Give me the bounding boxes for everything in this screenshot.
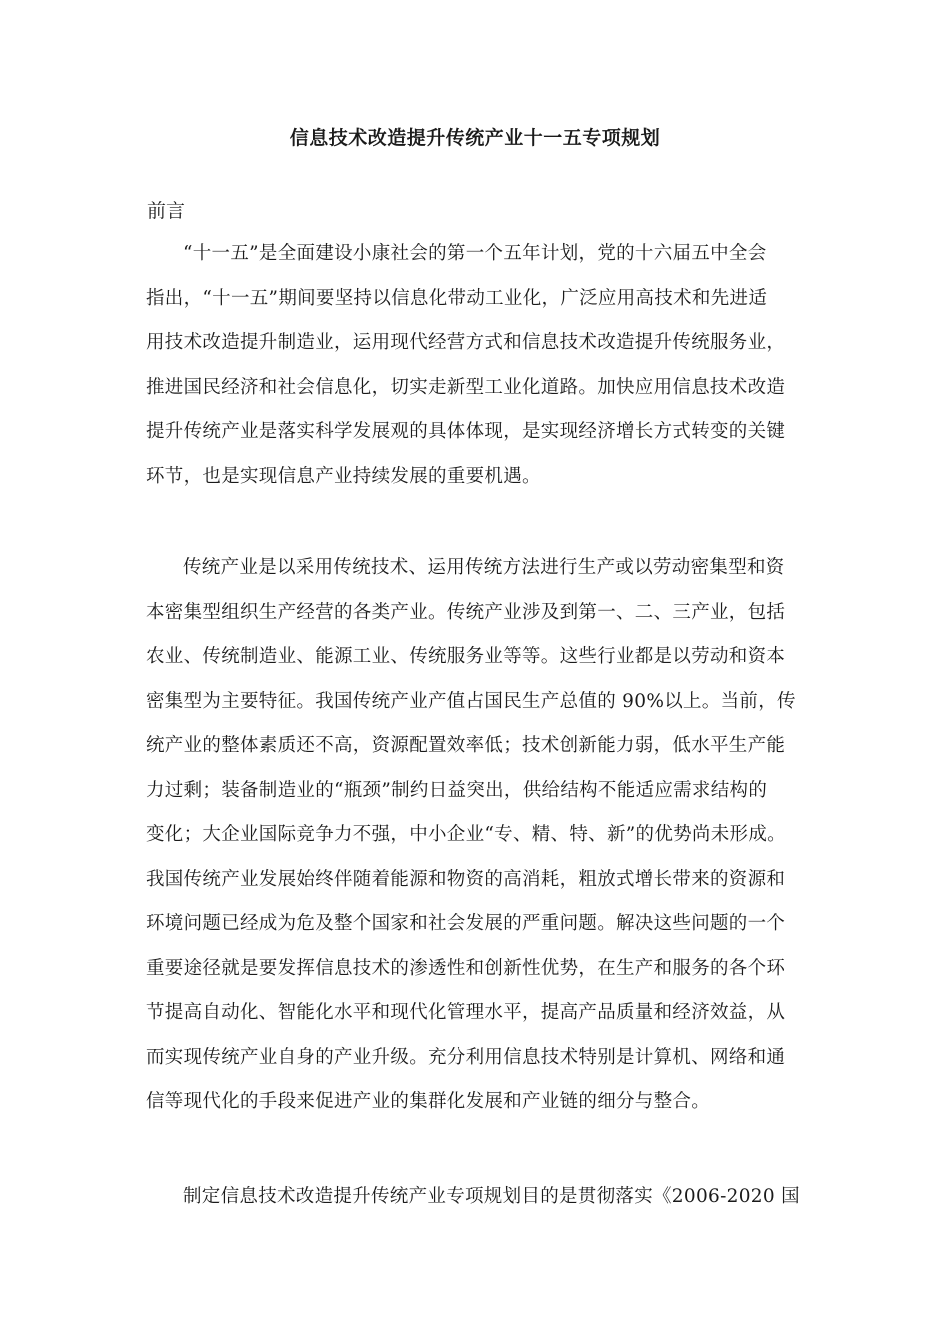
paragraph-line: 密集型为主要特征。我国传统产业产值占国民生产总值的 90%以上。当前，传 xyxy=(146,690,796,712)
paragraph-line: 节提高自动化、智能化水平和现代化管理水平，提高产品质量和经济效益，从 xyxy=(146,1002,786,1023)
paragraph-3 xyxy=(146,1183,810,1228)
paragraph-line: 本密集型组织生产经营的各类产业。传统产业涉及到第一、二、三产业，包括 xyxy=(146,601,786,623)
paragraph-line: 环境问题已经成为危及整个国家和社会发展的严重问题。解决这些问题的一个 xyxy=(146,913,786,934)
paragraph-line: 推进国民经济和社会信息化，切实走新型工业化道路。加快应用信息技术改造 xyxy=(146,376,786,398)
section-heading-preface: 前言 xyxy=(147,200,186,222)
paragraph-line: 用技术改造提升制造业，运用现代经营方式和信息技术改造提升传统服务业， xyxy=(146,332,786,353)
paragraph-line: 变化；大企业国际竞争力不强，中小企业“专、精、特、新”的优势尚未形成。 xyxy=(146,824,786,845)
paragraph-line: 农业、传统制造业、能源工业、传统服务业等等。这些行业都是以劳动和资本 xyxy=(146,646,786,667)
paragraph-line: 提升传统产业是落实科学发展观的具体体现，是实现经济增长方式转变的关键 xyxy=(146,421,786,442)
paragraph-1 xyxy=(146,240,810,507)
paragraph-line: “十一五”是全面建设小康社会的第一个五年计划，党的十六届五中全会 xyxy=(183,243,767,264)
paragraph-line: 传统产业是以采用传统技术、运用传统方法进行生产或以劳动密集型和资 xyxy=(183,557,785,578)
paragraph-line: 指出，“十一五”期间要坚持以信息化带动工业化，广泛应用高技术和先进适 xyxy=(146,287,768,309)
paragraph-line: 制定信息技术改造提升传统产业专项规划目的是贯彻落实《2006-2020 国 xyxy=(183,1186,800,1207)
paragraph-line: 重要途径就是要发挥信息技术的渗透性和创新性优势，在生产和服务的各个环 xyxy=(146,957,786,979)
paragraph-line: 信等现代化的手段来促进产业的集群化发展和产业链的细分与整合。 xyxy=(146,1091,711,1112)
paragraph-line: 环节，也是实现信息产业持续发展的重要机遇。 xyxy=(146,465,541,487)
paragraph-line: 而实现传统产业自身的产业升级。充分利用信息技术特别是计算机、网络和通 xyxy=(146,1046,786,1068)
paragraph-2 xyxy=(146,554,810,1133)
paragraph-line: 统产业的整体素质还不高，资源配置效率低；技术创新能力弱，低水平生产能 xyxy=(146,735,786,756)
paragraph-line: 力过剩；装备制造业的“瓶颈”制约日益突出，供给结构不能适应需求结构的 xyxy=(146,779,768,801)
paragraph-line: 我国传统产业发展始终伴随着能源和物资的高消耗，粗放式增长带来的资源和 xyxy=(146,868,786,890)
document-title: 信息技术改造提升传统产业十一五专项规划 xyxy=(289,127,661,149)
